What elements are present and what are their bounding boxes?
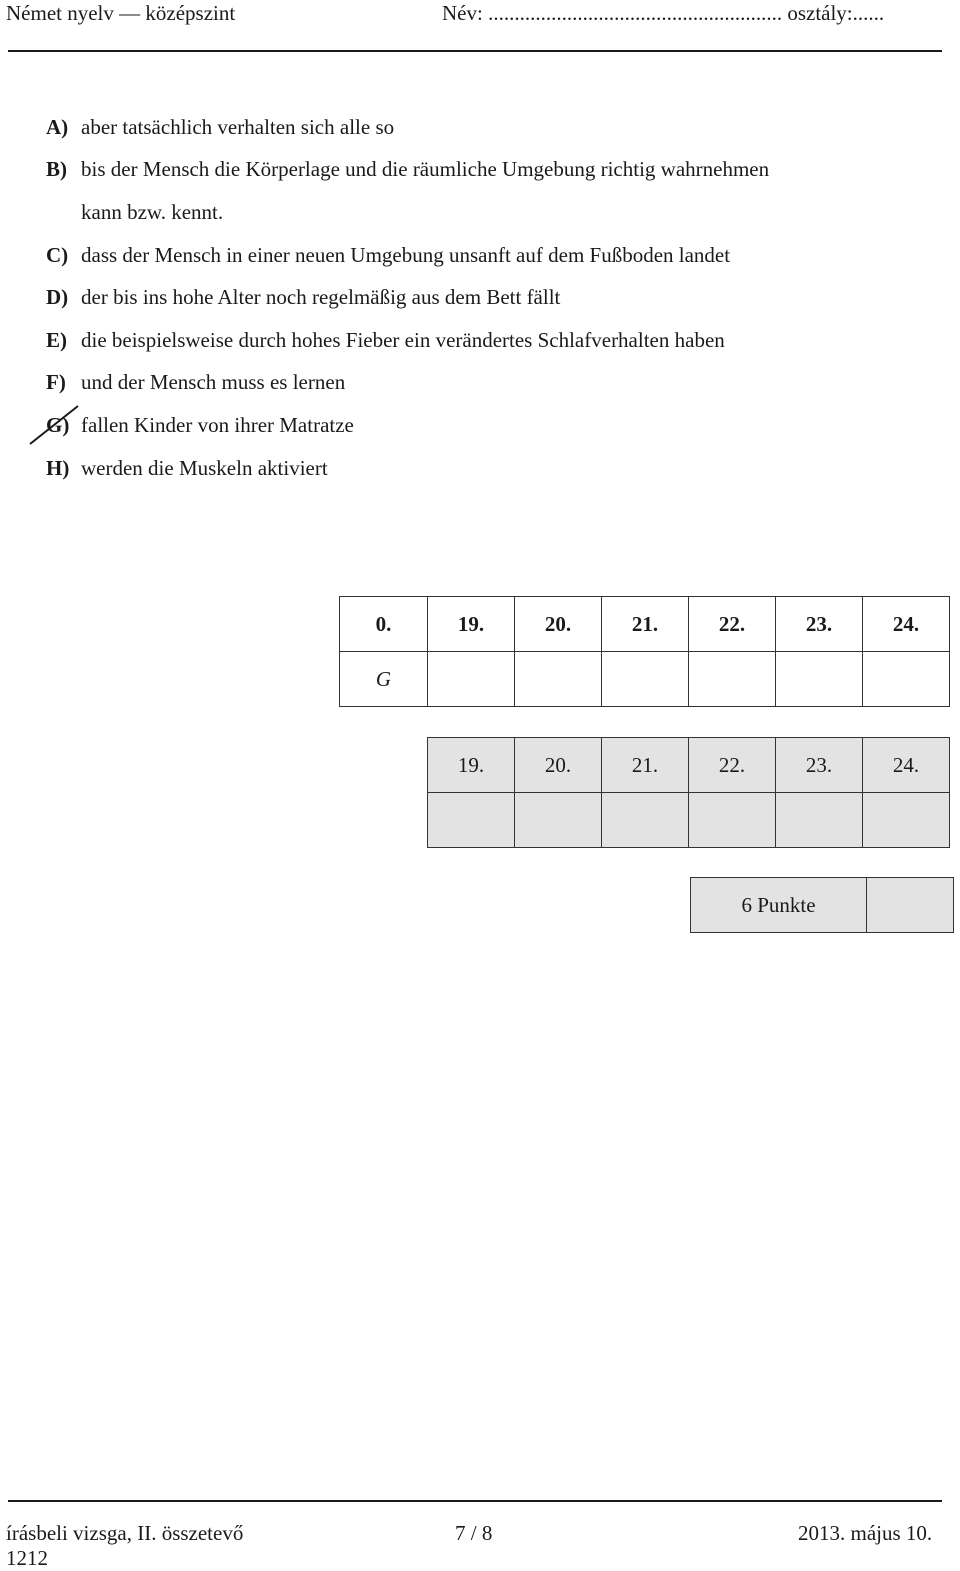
answer-cell[interactable] <box>689 652 776 707</box>
answer-header-cell: 0. <box>340 597 428 652</box>
option-a <box>46 113 394 141</box>
option-h <box>46 454 328 482</box>
option-c <box>46 241 730 269</box>
strike-mark <box>26 402 82 448</box>
option-g <box>46 411 354 439</box>
exam-date: 2013. május 10. <box>798 1521 933 1545</box>
answer-cell[interactable] <box>602 652 689 707</box>
option-text: aber tatsächlich verhalten sich alle so <box>81 115 395 139</box>
option-letter: D) <box>46 285 69 309</box>
answer-cell-example: G <box>340 652 428 707</box>
scoring-header-cell: 23. <box>776 738 863 793</box>
answer-cell[interactable] <box>515 652 602 707</box>
scoring-row <box>428 793 950 848</box>
answer-header-cell: 19. <box>428 597 515 652</box>
option-text: die beispielsweise durch hohes Fieber ein verändertes Schlafverhalten haben <box>81 328 725 352</box>
option-text: bis der Mensch die Körperlage und die räumliche Umgebung richtig wahrnehmen <box>81 157 770 181</box>
option-text: fallen Kinder von ihrer Matratze <box>81 413 354 437</box>
points-label: 6 Punkte <box>691 878 867 933</box>
scoring-header-cell: 24. <box>863 738 950 793</box>
scoring-header-cell: 21. <box>602 738 689 793</box>
answer-header-row <box>340 597 950 652</box>
scoring-cell[interactable] <box>428 793 515 848</box>
points-value-cell[interactable] <box>867 878 954 933</box>
option-text: und der Mensch muss es lernen <box>81 370 346 394</box>
name-class-line: Név: ........................................................ osztály:...... <box>442 1 885 25</box>
scoring-header-cell: 20. <box>515 738 602 793</box>
subject-title: Német nyelv — középszint <box>6 1 236 25</box>
page-number: 7 / 8 <box>455 1521 493 1545</box>
option-d <box>46 283 560 311</box>
answer-row <box>340 652 950 707</box>
answer-cell[interactable] <box>776 652 863 707</box>
scoring-header-cell: 19. <box>428 738 515 793</box>
answer-cell[interactable] <box>863 652 950 707</box>
scoring-header-cell: 22. <box>689 738 776 793</box>
option-e <box>46 326 725 354</box>
points-row <box>691 878 954 933</box>
option-letter: H) <box>46 456 70 480</box>
answer-header-cell: 23. <box>776 597 863 652</box>
option-letter: E) <box>46 328 67 352</box>
option-f <box>46 368 345 396</box>
option-letter: G) <box>46 413 70 437</box>
option-text: werden die Muskeln aktiviert <box>81 456 328 480</box>
exam-code: 1212 <box>6 1546 48 1570</box>
footer-rule <box>8 1500 942 1502</box>
answer-header-cell: 21. <box>602 597 689 652</box>
scoring-cell[interactable] <box>602 793 689 848</box>
answer-header-cell: 24. <box>863 597 950 652</box>
scoring-cell[interactable] <box>863 793 950 848</box>
answer-table <box>339 596 950 707</box>
option-letter: F) <box>46 370 66 394</box>
scoring-cell[interactable] <box>689 793 776 848</box>
option-letter: B) <box>46 157 67 181</box>
answer-cell[interactable] <box>428 652 515 707</box>
option-letter: C) <box>46 243 69 267</box>
scoring-table <box>427 737 950 848</box>
answer-header-cell: 20. <box>515 597 602 652</box>
option-letter: A) <box>46 115 69 139</box>
header-rule <box>8 50 942 52</box>
option-text: dass der Mensch in einer neuen Umgebung unsanft auf dem Fußboden landet <box>81 243 731 267</box>
option-b <box>46 155 769 183</box>
footer-exam-part: írásbeli vizsga, II. összetevő <box>6 1521 244 1545</box>
scoring-cell[interactable] <box>776 793 863 848</box>
option-b-continuation: kann bzw. kennt. <box>81 200 224 224</box>
option-text: der bis ins hohe Alter noch regelmäßig aus dem Bett fällt <box>81 285 561 309</box>
scoring-cell[interactable] <box>515 793 602 848</box>
answer-header-cell: 22. <box>689 597 776 652</box>
points-table <box>690 877 954 933</box>
scoring-header-row <box>428 738 950 793</box>
